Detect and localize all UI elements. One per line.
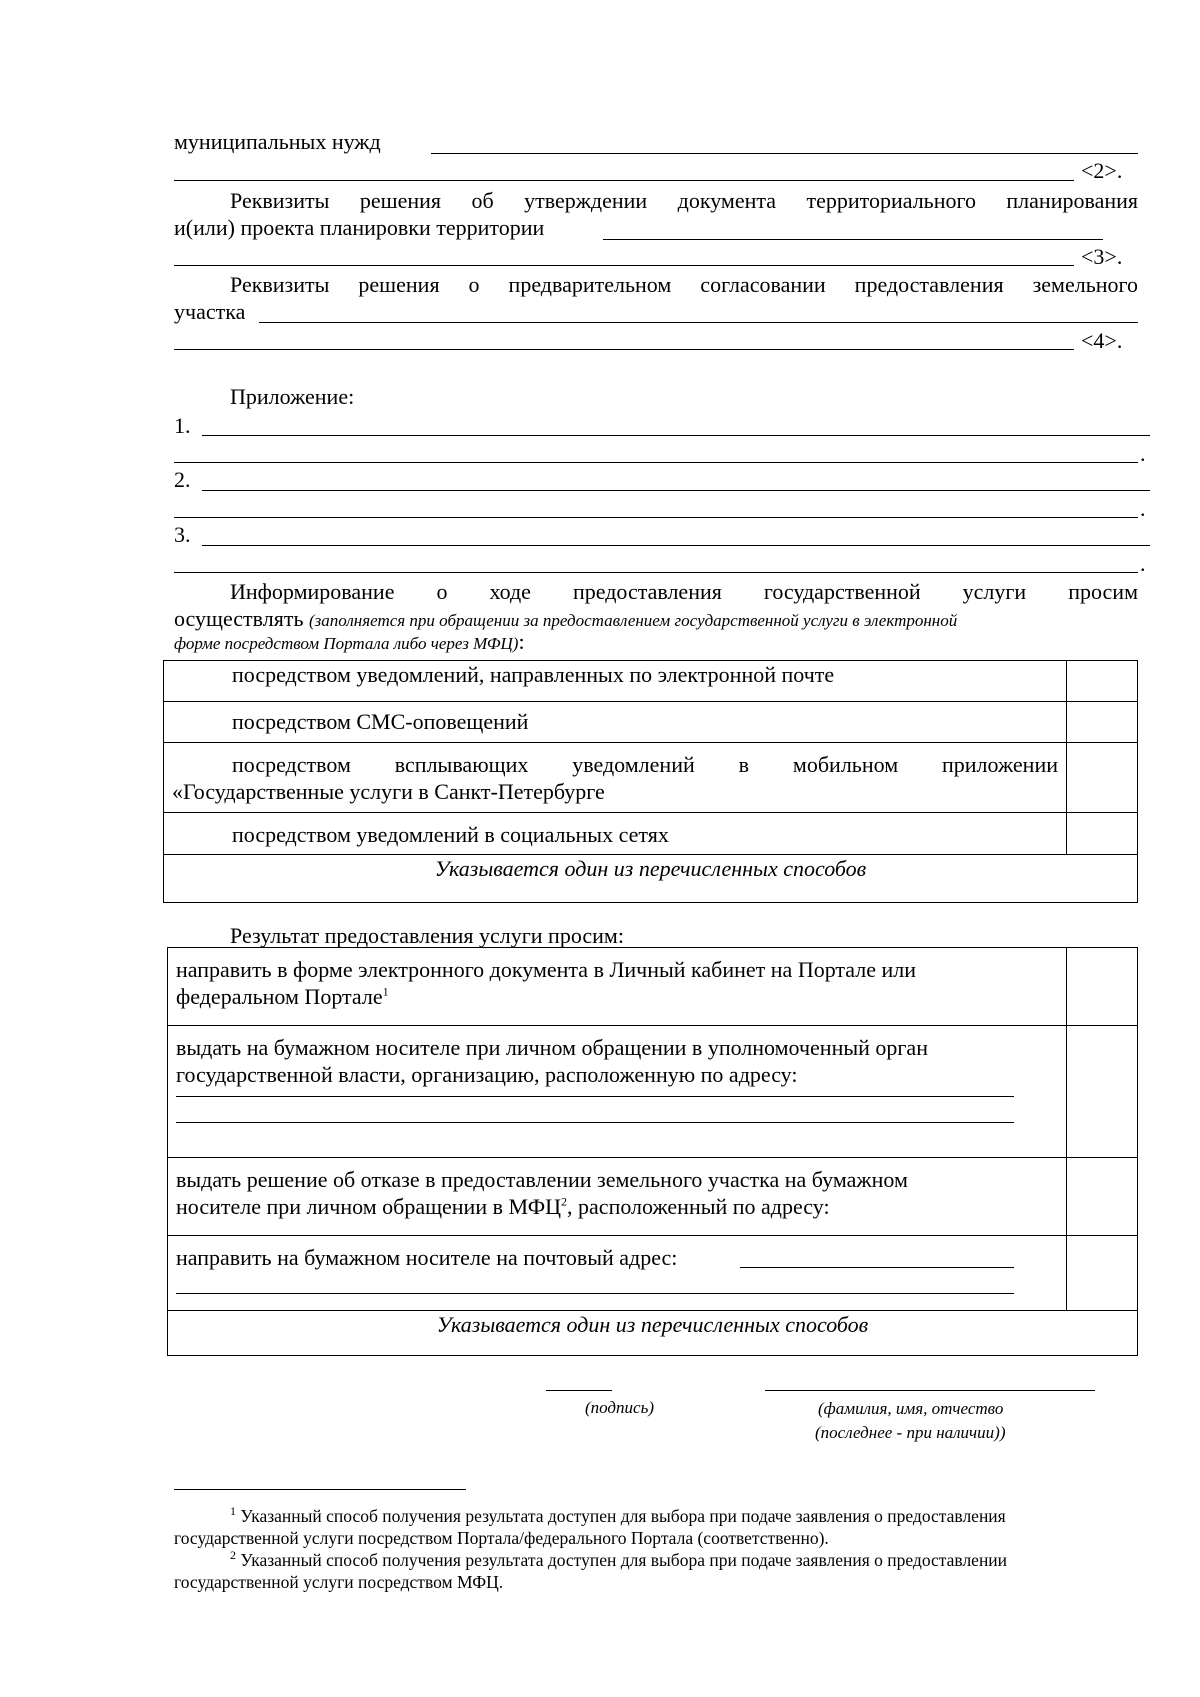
result-option-refusal-mfc-line2b: , расположенный по адресу: <box>567 1194 830 1219</box>
req-doc-line2: и(или) проекта планировки территории <box>174 215 545 240</box>
result-option-post-line1: направить на бумажном носителе на почтовый адрес: <box>176 1245 678 1270</box>
result-option-row <box>168 1026 1138 1158</box>
footnote-1-line1-text: Указанный способ получения результата доступен для выбора при подаче заявления о предоставления <box>240 1506 1006 1526</box>
req-pre-field[interactable] <box>259 322 1138 323</box>
result-note-row <box>168 1311 1138 1356</box>
result-option-row <box>168 1236 1138 1311</box>
inform-note-row <box>164 855 1138 903</box>
inform-line3-end: : <box>518 629 525 654</box>
inform-option-push-line2: «Государственные услуги в Санкт-Петербурге <box>172 779 605 804</box>
result-option-portal-line2-text: федеральном Портале <box>176 984 383 1009</box>
inform-option-row <box>164 743 1138 813</box>
signature-field[interactable] <box>546 1390 612 1391</box>
result-options-table <box>167 947 1138 1356</box>
municipal-needs-label: муниципальных нужд <box>174 129 381 154</box>
appendix-item-1-field[interactable] <box>202 435 1150 436</box>
footnote-ref-2: <2>. <box>1081 158 1123 183</box>
fullname-field[interactable] <box>765 1390 1095 1391</box>
result-option-paper-authority <box>168 1026 1067 1158</box>
result-option-post-checkbox[interactable] <box>1067 1236 1138 1311</box>
result-option-portal-checkbox[interactable] <box>1067 948 1138 1026</box>
inform-line1: Информирование о ходе предоставления государственной услуги просим <box>230 579 1138 604</box>
result-option-refusal-mfc <box>168 1158 1067 1236</box>
req-doc-line1: Реквизиты решения об утверждении документа территориального планирования <box>230 188 1138 213</box>
result-option-post-address-field-cont[interactable] <box>176 1293 1014 1294</box>
appendix-item-3-field[interactable] <box>202 545 1150 546</box>
inform-line2-main: осуществлять <box>174 606 304 631</box>
municipal-needs-field[interactable] <box>431 153 1138 154</box>
inform-option-email-checkbox[interactable] <box>1067 661 1138 702</box>
result-note: Указывается один из перечисленных способов <box>168 1311 1138 1356</box>
result-option-paper-authority-line1: выдать на бумажном носителе при личном обращении в уполномоченный орган <box>176 1035 928 1060</box>
result-option-row <box>168 1158 1138 1236</box>
inform-line3-note: форме посредством Портала либо через МФЦ) <box>174 634 519 653</box>
inform-option-email: посредством уведомлений, направленных по электронной почте <box>164 661 1067 702</box>
result-option-refusal-mfc-line1: выдать решение об отказе в предоставлении земельного участка на бумажном <box>176 1167 908 1192</box>
result-option-post-address-field[interactable] <box>740 1267 1014 1268</box>
result-option-portal-line1: направить в форме электронного документа в Личный кабинет на Портале или <box>176 957 917 982</box>
result-option-paper-authority-address-field-cont[interactable] <box>176 1122 1014 1123</box>
inform-option-social: посредством уведомлений в социальных сетях <box>164 813 1067 855</box>
inform-line3 <box>174 630 525 657</box>
appendix-item-3-dot: . <box>1140 551 1146 576</box>
result-title: Результат предоставления услуги просим: <box>230 923 624 948</box>
result-option-portal-line2 <box>176 983 1056 1010</box>
appendix-item-2-dot: . <box>1140 496 1146 521</box>
municipal-needs-field-cont[interactable] <box>174 180 1074 181</box>
footnote-ref-3: <3>. <box>1081 244 1123 269</box>
inform-option-sms-checkbox[interactable] <box>1067 702 1138 743</box>
inform-option-row <box>164 661 1138 702</box>
inform-option-social-checkbox[interactable] <box>1067 813 1138 855</box>
result-option-paper-authority-address-field[interactable] <box>176 1096 1014 1097</box>
appendix-item-3-number: 3. <box>174 522 191 547</box>
inform-option-push <box>164 743 1067 813</box>
result-option-portal <box>168 948 1067 1026</box>
inform-option-push-line1: посредством всплывающих уведомлений в мобильном приложении <box>232 752 1058 777</box>
inform-option-row <box>164 702 1138 743</box>
inform-option-row <box>164 813 1138 855</box>
footnote-ref-4: <4>. <box>1081 328 1123 353</box>
appendix-item-2-number: 2. <box>174 467 191 492</box>
result-option-refusal-mfc-checkbox[interactable] <box>1067 1158 1138 1236</box>
result-option-post <box>168 1236 1067 1311</box>
fullname-label-line2: (последнее - при наличии)) <box>815 1423 1006 1442</box>
appendix-item-1-field-cont[interactable] <box>174 462 1138 463</box>
result-option-paper-authority-checkbox[interactable] <box>1067 1026 1138 1158</box>
footnote-2-line1 <box>230 1549 1007 1571</box>
inform-option-push-checkbox[interactable] <box>1067 743 1138 813</box>
result-option-refusal-mfc-line2a: носителе при личном обращении в МФЦ <box>176 1194 562 1219</box>
inform-note: Указывается один из перечисленных способов <box>164 855 1138 903</box>
footnote-sup-2: 2 <box>561 1194 568 1209</box>
appendix-item-1-dot: . <box>1140 441 1146 466</box>
footnote-2-line2: государственной услуги посредством МФЦ. <box>174 1572 504 1592</box>
footnote-2-number: 2 <box>230 1548 236 1563</box>
req-pre-field-cont[interactable] <box>174 349 1074 350</box>
inform-options-table <box>163 660 1138 903</box>
req-pre-line2: участка <box>174 299 246 324</box>
req-doc-field-cont[interactable] <box>174 265 1074 266</box>
inform-option-sms: посредством СМС-оповещений <box>164 702 1067 743</box>
req-pre-line1: Реквизиты решения о предварительном согласовании предоставления земельного <box>230 272 1138 297</box>
appendix-title: Приложение: <box>230 384 355 409</box>
appendix-item-2-field[interactable] <box>202 490 1150 491</box>
result-option-paper-authority-line2: государственной власти, организацию, расположенную по адресу: <box>176 1062 798 1087</box>
footnote-1-line1 <box>230 1505 1006 1527</box>
appendix-item-3-field-cont[interactable] <box>174 572 1138 573</box>
result-option-refusal-mfc-line2 <box>176 1193 1056 1220</box>
req-doc-field[interactable] <box>603 239 1103 240</box>
footnote-1-line2: государственной услуги посредством Портала/федерального Портала (соответственно). <box>174 1528 829 1548</box>
footnote-2-line1-text: Указанный способ получения результата доступен для выбора при подаче заявления о предоставлении <box>240 1550 1008 1570</box>
fullname-label-line1: (фамилия, имя, отчество <box>818 1399 1004 1418</box>
footnote-1-number: 1 <box>230 1504 236 1519</box>
appendix-item-1-number: 1. <box>174 413 191 438</box>
footnote-separator <box>174 1489 466 1490</box>
footnote-sup-1: 1 <box>382 984 389 999</box>
signature-label: (подпись) <box>585 1398 654 1417</box>
inform-line2-note: (заполняется при обращении за предоставлением государственной услуги в электронной <box>309 611 958 630</box>
appendix-item-2-field-cont[interactable] <box>174 517 1138 518</box>
result-option-row <box>168 948 1138 1026</box>
